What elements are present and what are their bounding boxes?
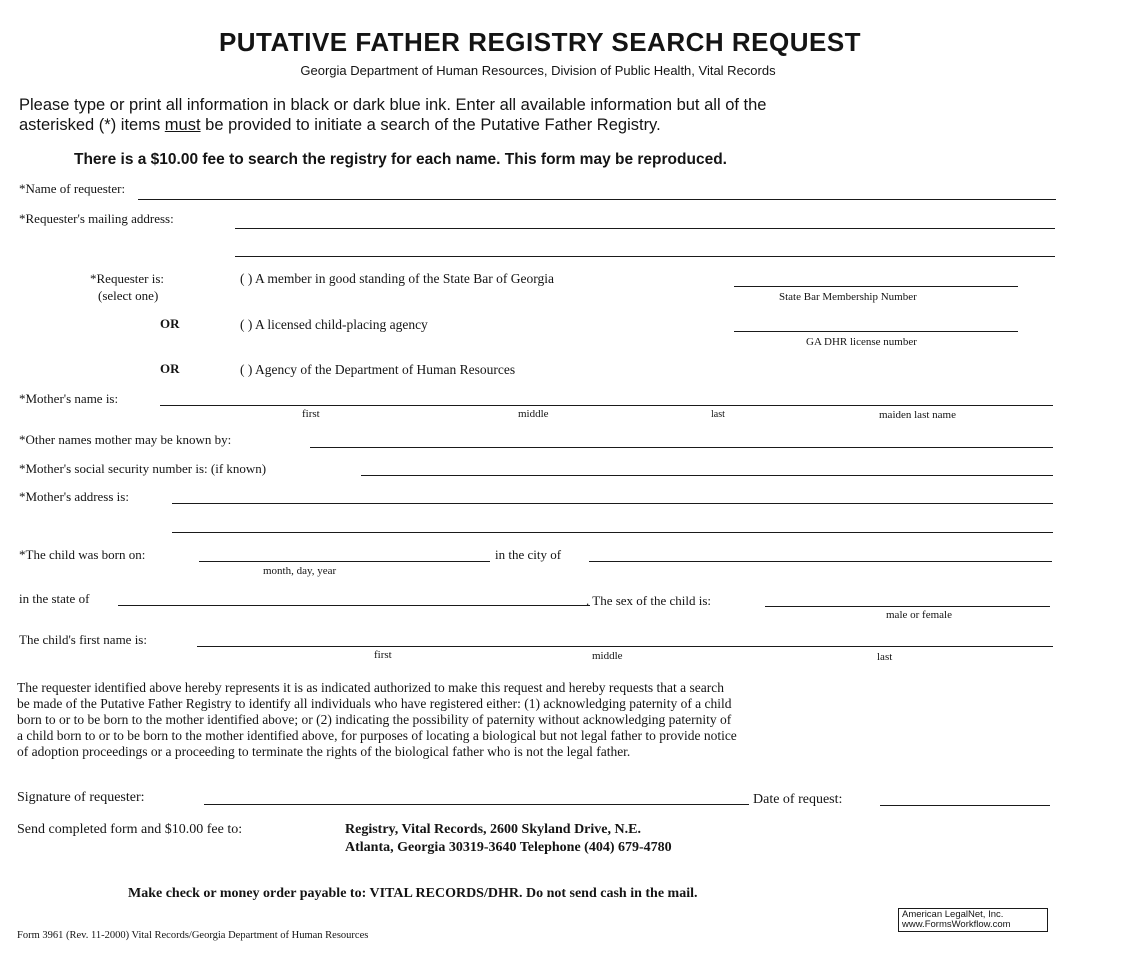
stamp-line-2: www.FormsWorkflow.com xyxy=(902,919,1011,930)
sex-caption: male or female xyxy=(886,609,952,621)
mother-middle-caption: middle xyxy=(518,408,549,420)
mother-ssn-line[interactable] xyxy=(361,475,1053,476)
fee-notice: There is a $10.00 fee to search the registry for each name. This form may be reproduced. xyxy=(74,151,727,168)
statement-line-3: born to or to be born to the mother identified above; or (2) indicating the possibility of paternity without acknowledging paternity of xyxy=(17,712,732,727)
statement-line-2: be made of the Putative Father Registry to identify all individuals who have registered either: (1) acknowledging paternity of a child xyxy=(17,696,732,711)
birth-date-caption: month, day, year xyxy=(263,565,337,577)
birth-city-line[interactable] xyxy=(589,561,1052,562)
bar-number-caption: State Bar Membership Number xyxy=(779,291,917,303)
mailing-address-line-2: Atlanta, Georgia 30319-3640 Telephone (404) 679-4780 xyxy=(345,840,672,855)
legalnet-stamp xyxy=(898,908,1048,932)
date-of-request-line[interactable] xyxy=(880,805,1050,806)
mother-name-line[interactable] xyxy=(160,405,1053,406)
instructions-line-2-pre: asterisked (*) items xyxy=(19,116,165,134)
dhr-license-caption: GA DHR license number xyxy=(806,336,917,348)
other-names-label: *Other names mother may be known by: xyxy=(19,432,232,447)
instructions-line-2 xyxy=(19,116,661,135)
option-child-placing-agency[interactable]: ( ) A licensed child-placing agency xyxy=(240,317,428,332)
statement-line-5: of adoption proceedings or a proceeding to terminate the rights of the biological father who is not the legal father. xyxy=(17,744,631,759)
form-id: Form 3961 (Rev. 11-2000) Vital Records/Georgia Department of Human Resources xyxy=(17,930,369,941)
requester-address-line-1[interactable] xyxy=(235,228,1055,229)
form-title: PUTATIVE FATHER REGISTRY SEARCH REQUEST xyxy=(218,27,862,57)
send-to-label: Send completed form and $10.00 fee to: xyxy=(17,822,243,837)
payment-note: Make check or money order payable to: VITAL RECORDS/DHR. Do not send cash in the mail. xyxy=(128,886,698,901)
requester-address-label: *Requester's mailing address: xyxy=(19,211,174,226)
requester-name-line[interactable] xyxy=(138,199,1056,200)
mother-address-label: *Mother's address is: xyxy=(19,489,129,504)
mother-name-label: *Mother's name is: xyxy=(19,391,119,406)
or-label-2: OR xyxy=(160,361,180,376)
mother-last-caption: last xyxy=(711,409,725,420)
child-sex-line[interactable] xyxy=(765,606,1050,607)
child-sex-label: . The sex of the child is: xyxy=(586,593,712,608)
or-label-1: OR xyxy=(160,316,180,331)
mother-address-line-1[interactable] xyxy=(172,503,1053,504)
child-middle-caption: middle xyxy=(592,650,623,662)
mother-maiden-caption: maiden last name xyxy=(879,409,956,421)
option-dhr-agency[interactable]: ( ) Agency of the Department of Human Resources xyxy=(240,362,516,377)
mother-first-caption: first xyxy=(302,408,320,420)
requester-address-line-2[interactable] xyxy=(235,256,1055,257)
authorization-statement xyxy=(17,680,1057,760)
signature-line[interactable] xyxy=(204,804,749,805)
birth-state-line[interactable] xyxy=(118,605,590,606)
stamp-line-1: American LegalNet, Inc. xyxy=(902,909,1004,920)
requester-name-label: *Name of requester: xyxy=(19,181,126,196)
child-born-label: *The child was born on: xyxy=(19,547,146,562)
child-name-line[interactable] xyxy=(197,646,1053,647)
bar-number-line[interactable] xyxy=(734,286,1018,287)
mother-address-line-2[interactable] xyxy=(172,532,1053,533)
child-name-label: The child's first name is: xyxy=(19,632,147,647)
instructions-must: must xyxy=(164,116,201,134)
option-state-bar[interactable]: ( ) A member in good standing of the State Bar of Georgia xyxy=(240,271,554,286)
statement-line-1: The requester identified above hereby represents it is as indicated authorized to make this request and hereby requests that a search xyxy=(17,680,724,695)
instructions-line-2-post: be provided to initiate a search of the Putative Father Registry. xyxy=(200,116,661,134)
child-birth-date-line[interactable] xyxy=(199,561,490,562)
instructions-line-1: Please type or print all information in black or dark blue ink. Enter all available information but all of the xyxy=(19,96,767,114)
dhr-license-line[interactable] xyxy=(734,331,1018,332)
in-city-label: in the city of xyxy=(495,547,562,562)
mailing-address-line-1: Registry, Vital Records, 2600 Skyland Drive, N.E. xyxy=(345,822,641,837)
child-last-caption: last xyxy=(877,651,893,663)
select-one-label: (select one) xyxy=(98,288,159,303)
in-state-label: in the state of xyxy=(19,591,90,606)
mother-ssn-label: *Mother's social security number is: (if known) xyxy=(19,461,267,476)
date-of-request-label: Date of request: xyxy=(753,792,843,807)
statement-line-4: a child born to or to be born to the mother identified above, for purposes of locating a biological but not legal father to provide notice xyxy=(17,728,737,743)
requester-is-label: *Requester is: xyxy=(90,271,165,286)
signature-label: Signature of requester: xyxy=(17,790,145,805)
other-names-line[interactable] xyxy=(310,447,1053,448)
form-subtitle: Georgia Department of Human Resources, Division of Public Health, Vital Records xyxy=(300,63,776,78)
child-first-caption: first xyxy=(374,649,392,661)
